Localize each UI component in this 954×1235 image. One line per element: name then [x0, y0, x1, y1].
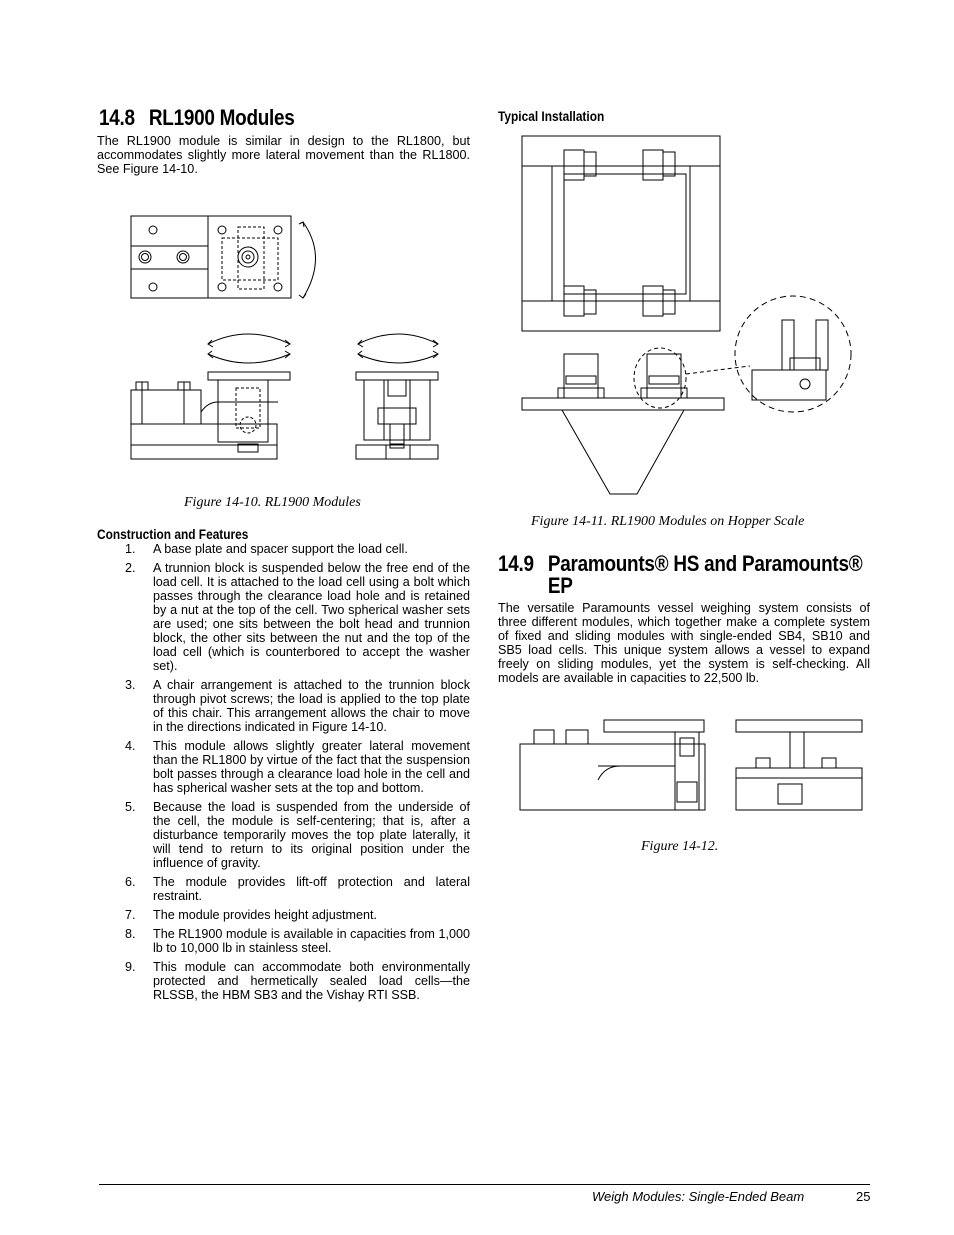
- section-14-9-heading: [498, 553, 862, 597]
- figure-14-11-drawing: [522, 136, 854, 498]
- section-title: RL1900 Modules: [148, 105, 295, 130]
- footer-rule: [99, 1184, 870, 1185]
- page-number: 25: [856, 1189, 871, 1204]
- figure-14-11-caption: Figure 14-11. RL1900 Modules on Hopper Scale: [531, 514, 805, 529]
- list-item: 2. A trunnion block is suspended below the free end of the load cell. It is attached to the load cell using a bolt which passes through the clearance load hole and is retained by a nut at the top of the cell. Two spherical washer sets are used; one sits between the bolt head and trunnion block, the other sits between the nut and the top of the load cell (which is counterbored to accept the washer set).: [125, 561, 470, 673]
- list-item: 4. This module allows slightly greater lateral movement than the RL1800 by virtue of the fact that the suspension bolt passes through a clearance load hole in the cell and has spherical washer sets at the top and bottom.: [125, 739, 470, 795]
- construction-heading: Construction and Features: [97, 526, 249, 542]
- footer-title: Weigh Modules: Single-Ended Beam: [592, 1189, 805, 1204]
- list-item: 7. The module provides height adjustment.: [125, 908, 378, 922]
- list-item: 8. The RL1900 module is available in capacities from 1,000 lb to 10,000 lb in stainless steel.: [125, 927, 470, 955]
- construction-list: [97, 542, 470, 1007]
- section-14-8-intro: The RL1900 module is similar in design to the RL1800, but accommodates slightly more lateral movement than the RL1800. See Figure 14-10.: [97, 134, 470, 176]
- section-14-9-intro: The versatile Paramounts vessel weighing system consists of three different modules, which together make a complete system of fixed and sliding modules with single-ended SB4, SB10 and SB5 load cells. This unique system allows a vessel to expand freely on sliding modules, yet the system is self-checking. All models are available in capacities to 22,500 lb.: [498, 601, 870, 685]
- list-item: 5. Because the load is suspended from the underside of the cell, the module is self-centering; that is, after a disturbance temporarily moves the top plate laterally, it will tend to return to its original position under the influence of gravity.: [125, 800, 470, 870]
- figure-14-10-caption: Figure 14-10. RL1900 Modules: [184, 495, 361, 510]
- section-title-cont: EP: [547, 573, 573, 598]
- typical-installation-heading: Typical Installation: [498, 108, 605, 124]
- list-item: 3. A chair arrangement is attached to the trunnion block through pivot screws; the load is applied to the top plate of this chair. This arrangement allows the chair to move in the directions indicated in Figure 14-10.: [125, 678, 470, 734]
- figure-14-12-drawing: [520, 718, 866, 814]
- list-item: 9. This module can accommodate both environmentally protected and hermetically sealed load cells—the RLSSB, the HBM SB3 and the Vishay RTI SSB.: [125, 960, 470, 1002]
- section-number: 14.8: [99, 105, 135, 130]
- list-item: 6. The module provides lift-off protection and lateral restraint.: [125, 875, 470, 903]
- list-item: 1. A base plate and spacer support the load cell.: [125, 542, 408, 556]
- section-14-8-heading: [99, 105, 295, 131]
- section-title: Paramounts® HS and Paramounts®: [547, 551, 863, 576]
- figure-14-12-caption: Figure 14-12.: [641, 839, 719, 854]
- figure-14-10-drawing: [128, 212, 440, 462]
- section-number: 14.9: [498, 551, 534, 576]
